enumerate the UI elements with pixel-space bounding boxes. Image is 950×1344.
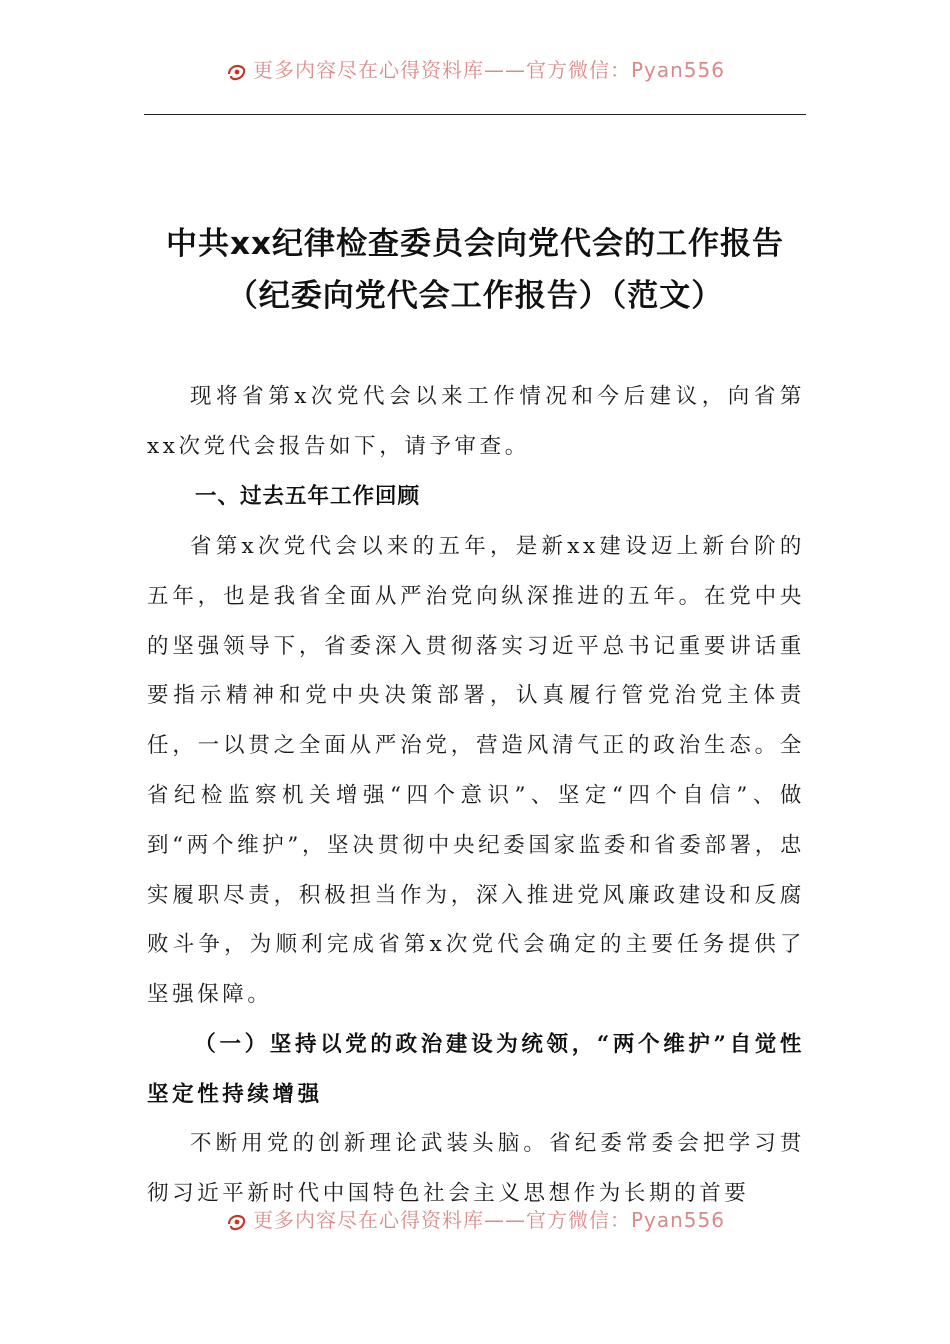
section-heading: 一、过去五年工作回顾 bbox=[195, 484, 421, 509]
header-rule bbox=[144, 114, 806, 115]
document-title: 中共xx纪律检查委员会向党代会的工作报告（纪委向党代会工作报告）（范文） bbox=[166, 226, 784, 314]
watermark-text: 更多内容尽在心得资料库——官方微信：Pyan556 bbox=[252, 1208, 725, 1232]
subsection-heading: （一）坚持以党的政治建设为统领，“两个维护”自觉性坚定性持续增强 bbox=[147, 1032, 805, 1107]
section-paragraph: 省第x次党代会以来的五年，是新xx建设迈上新台阶的五年，也是我省全面从严治党向纵深推进的五年。在党中央的坚强领导下，省委深入贯彻落实习近平总书记重要讲话重要指示精神和党中央决策部署，认真履行管党治党主体责任，一以贯之全面从严治党，营造风清气正的政治生态。全省纪检监察机关增强“四个意识”、坚定“四个自信”、做到“两个维护”，坚决贯彻中央纪委国家监委和省委部署，忠实履职尽责，积极担当作为，深入推进党风廉政建设和反腐败斗争，为顺利完成省第x次党代会确定的主要任务提供了坚强保障。 bbox=[147, 534, 805, 1008]
subsection-paragraph: 不断用党的创新理论武装头脑。省纪委常委会把学习贯彻习近平新时代中国特色社会主义思想作为长期的首要 bbox=[147, 1131, 805, 1206]
watermark-text: 更多内容尽在心得资料库——官方微信：Pyan556 bbox=[252, 58, 725, 82]
watermark-logo-icon bbox=[225, 60, 249, 84]
watermark-header bbox=[0, 56, 950, 84]
watermark-footer bbox=[0, 1206, 950, 1234]
watermark-logo-icon bbox=[225, 1210, 249, 1234]
intro-paragraph: 现将省第x次党代会以来工作情况和今后建议，向省第xx次党代会报告如下，请予审查。 bbox=[147, 384, 805, 459]
